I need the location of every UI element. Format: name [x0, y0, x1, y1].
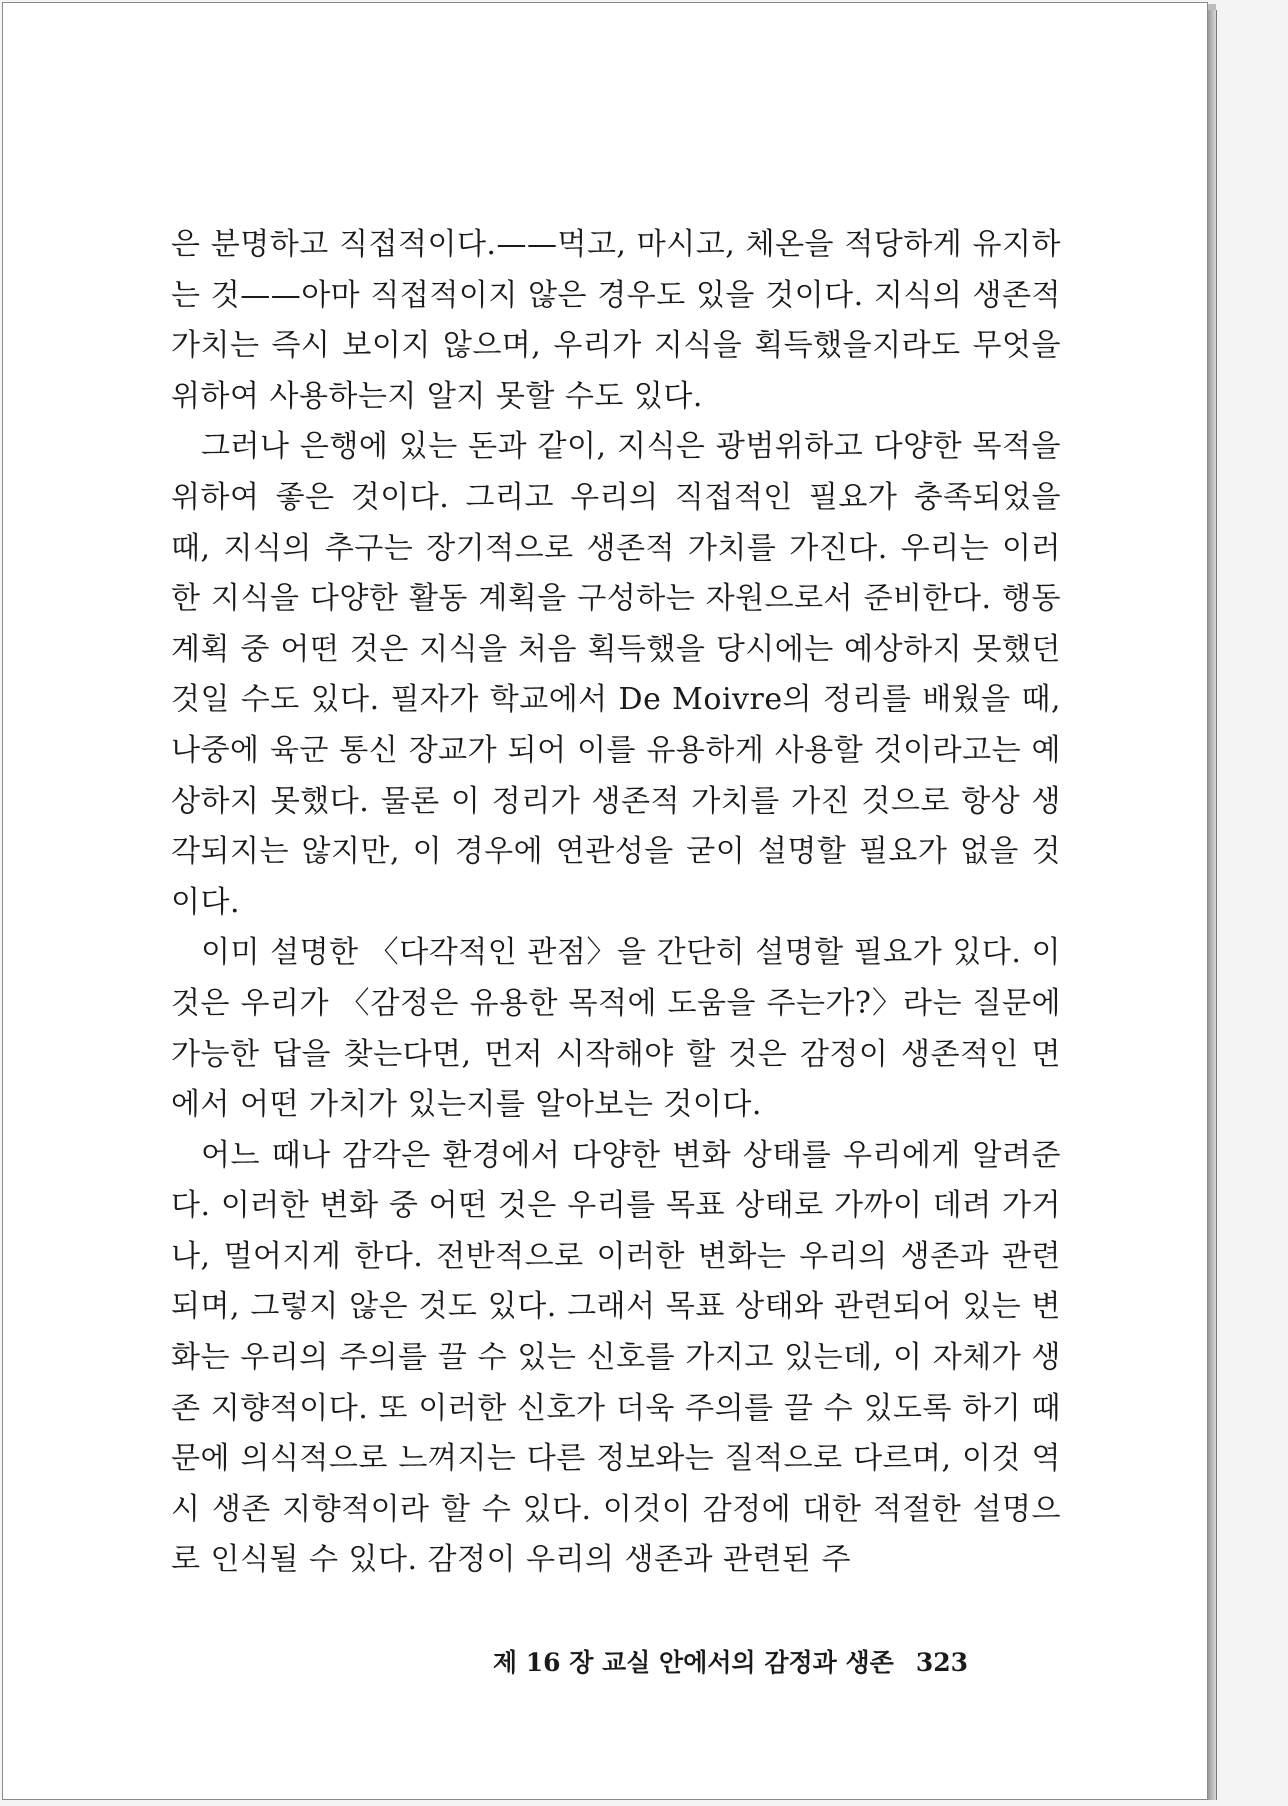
paragraph-2: 그러나 은행에 있는 돈과 같이, 지식은 광범위하고 다양한 목적을 위하여 좋은 것이다. 그리고 우리의 직접적인 필요가 충족되었을 때, 지식의 추구는 장기적으로 생존적 가치를 가진다. 우리는 이러한 지식을 다양한 활동 계획을 구성하는 자원으로서 준비한다. 행동 계획 중 어떤 것은 지식을 처음 획득했을 당시에는 예상하지 못했던 것일 수도 있다. 필자가 학교에서 De Moivre의 정리를 배웠을 때, 나중에 육군 통신 장교가 되어 이를 유용하게 사용할 것이라고는 예상하지 못했다. 물론 이 정리가 생존적 가치를 가진 것으로 항상 생각되지는 않지만, 이 경우에 연관성을 굳이 설명할 필요가 없을 것이다. — [171, 429, 1061, 920]
paragraph-3: 이미 설명한 〈다각적인 관점〉을 간단히 설명할 필요가 있다. 이것은 우리가 〈감정은 유용한 목적에 도움을 주는가?〉라는 질문에 가능한 답을 찾는다면, 먼저 시작해야 할 것은 감정이 생존적인 면에서 어떤 가치가 있는지를 알아보는 것이다. — [171, 935, 1061, 1123]
page-edge — [1208, 10, 1217, 1800]
paragraph-4: 어느 때나 감각은 환경에서 다양한 변화 상태를 우리에게 알려준다. 이러한 변화 중 어떤 것은 우리를 목표 상태로 가까이 데려 가거나, 멀어지게 한다. 전반적으로 이러한 변화는 우리의 생존과 관련되며, 그렇지 않은 것도 있다. 그래서 목표 상태와 관련되어 있는 변화는 우리의 주의를 끌 수 있는 신호를 가지고 있는데, 이 자체가 생존 지향적이다. 또 이러한 신호가 더욱 주의를 끌 수 있도록 하기 때문에 의식적으로 느껴지는 다른 정보와는 질적으로 다르며, 이것 역시 생존 지향적이라 할 수 있다. 이것이 감정에 대한 적절한 설명으로 인식될 수 있다. 감정이 우리의 생존과 관련된 주 — [171, 1137, 1061, 1578]
book-page — [2, 2, 1208, 1800]
paragraph-1: 은 분명하고 직접적이다.——먹고, 마시고, 체온을 적당하게 유지하는 것——아마 직접적이지 않은 경우도 있을 것이다. 지식의 생존적 가치는 즉시 보이지 않으며, 우리가 지식을 획득했을지라도 무엇을 위하여 사용하는지 알지 못할 수도 있다. — [171, 227, 1061, 414]
page-number: 323 — [915, 1648, 968, 1677]
page-footer — [493, 1643, 968, 1679]
body-text — [171, 220, 1061, 1586]
running-head: 제 16 장 교실 안에서의 감정과 생존 — [492, 1648, 894, 1677]
